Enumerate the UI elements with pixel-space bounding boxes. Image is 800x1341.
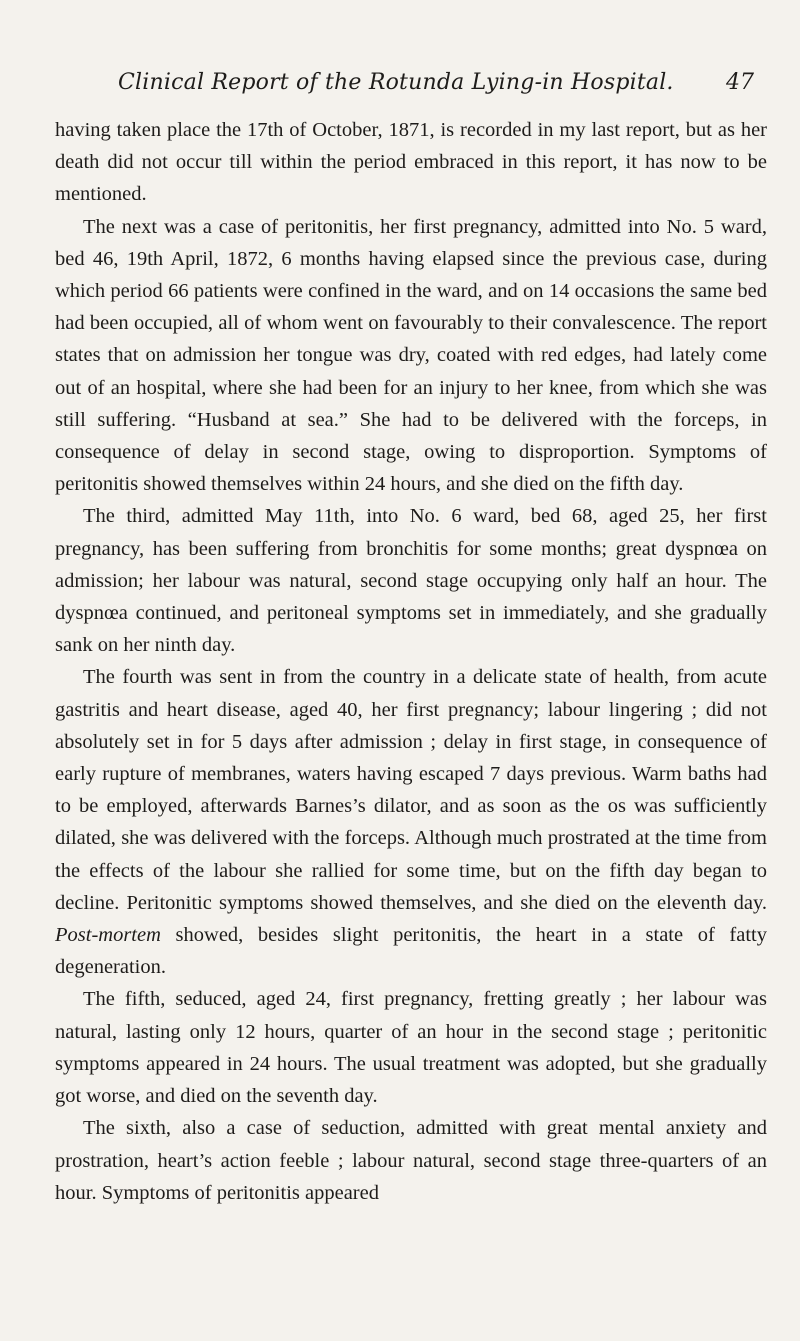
running-title: Clinical Report of the Rotunda Lying-in Hospital. [118,70,674,95]
paragraph-continuation: having taken place the 17th of October, 1871, is recorded in my last report, but as her death did not occur till within the period embraced in this report, it has now to be mentioned. [55,119,767,206]
paragraph-fifth-case: The fifth, seduced, aged 24, first pregnancy, fretting greatly ; her labour was natural, lasting only 12 hours, quarter of an hour in the second stage ; peritonitic symptoms appeared in 24 hours. The usual treatment was adopted, but she gradually got worse, and died on the seventh day. [55,988,767,1108]
page-number: 47 [726,70,754,95]
page-header [0,70,800,104]
paragraph-fourth-case [55,661,767,983]
body-text [55,114,767,1209]
paragraph-fourth-text-after: showed, besides slight peritonitis, the heart in a state of fatty degeneration. [55,924,767,979]
post-mortem-italic: Post-mortem [55,924,161,947]
paragraph-sixth-case: The sixth, also a case of seduction, admitted with great mental anxiety and prostration, heart’s action feeble ; labour natural, second stage three-quarters of an hour. Symptoms of peritonitis appeared [55,1117,767,1204]
paragraph-fourth-text-before: The fourth was sent in from the country in a delicate state of health, from acute gastritis and heart disease, aged 40, her first pregnancy; labour lingering ; did not absolutely set in for 5 days after admission ; delay in first stage, in consequence of early rupture of membranes, waters having escaped 7 days previous. Warm baths had to be employed, afterwards Barnes’s dilator, and as soon as the os was sufficiently dilated, she was delivered with the forceps. Although much prostrated at the time from the effects of the labour she rallied for some time, but on the fifth day began to decline. Peritonitic symptoms showed themselves, and she died on the eleventh day. [55,666,767,914]
paragraph-second-case: The next was a case of peritonitis, her first pregnancy, admitted into No. 5 ward, bed 46, 19th April, 1872, 6 months having elapsed since the previous case, during which period 66 patients were confined in the ward, and on 14 occasions the same bed had been occupied, all of whom went on favourably to their convalescence. The report states that on admission her tongue was dry, coated with red edges, had lately come out of an hospital, where she had been for an injury to her knee, from which she was still suffering. “Husband at sea.” She had to be delivered with the forceps, in consequence of delay in second stage, owing to disproportion. Symptoms of peritonitis showed themselves within 24 hours, and she died on the fifth day. [55,215,767,496]
paragraph-third-case: The third, admitted May 11th, into No. 6 ward, bed 68, aged 25, her first pregnancy, has been suffering from bronchitis for some months; great dyspnœa on admission; her labour was natural, second stage occupying only half an hour. The dyspnœa continued, and peritoneal symptoms set in immediately, and she gradually sank on her ninth day. [55,505,767,657]
